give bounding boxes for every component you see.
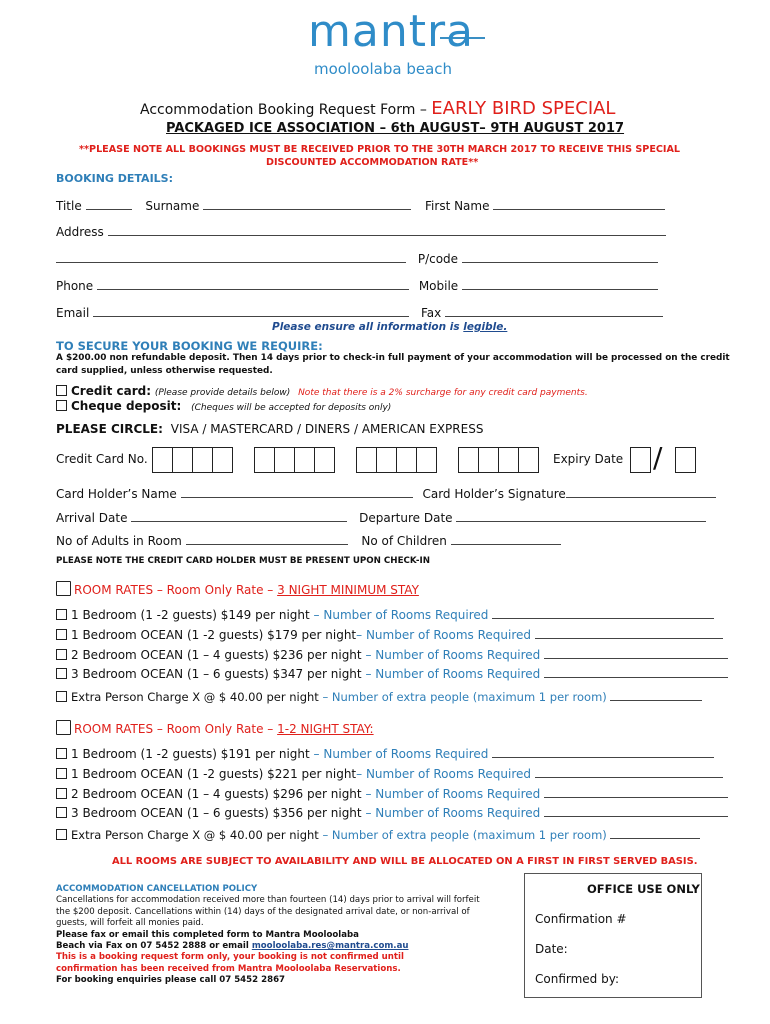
extra-checkbox[interactable] bbox=[56, 829, 67, 840]
rates12-checkbox[interactable] bbox=[56, 720, 71, 735]
rates12-header bbox=[56, 720, 374, 736]
rates3-row bbox=[56, 648, 728, 662]
children-field[interactable] bbox=[451, 534, 561, 545]
cc-digit-box[interactable] bbox=[518, 447, 539, 473]
card-type-options[interactable]: VISA / MASTERCARD / DINERS / AMERICAN EXPRESS bbox=[170, 422, 484, 436]
rates3-header bbox=[56, 581, 419, 597]
expiry-month-box[interactable] bbox=[630, 447, 651, 473]
address2-row bbox=[56, 252, 658, 266]
early-bird-label: EARLY BIRD SPECIAL bbox=[431, 98, 616, 119]
room-checkbox[interactable] bbox=[56, 748, 67, 759]
arrival-field[interactable] bbox=[131, 511, 347, 522]
room-checkbox[interactable] bbox=[56, 768, 67, 779]
room-req: – Number of Rooms Required bbox=[361, 667, 541, 681]
fax-field[interactable] bbox=[445, 306, 663, 317]
rates3-prefix: ROOM RATES – Room Only Rate – bbox=[74, 583, 278, 597]
holder-row bbox=[56, 487, 716, 501]
request-note: This is a booking request form only, your booking is not confirmed until bbox=[56, 952, 404, 963]
room-desc: 1 Bedroom (1 -2 guests) $149 per night bbox=[71, 608, 310, 622]
cc-digit-box[interactable] bbox=[376, 447, 397, 473]
ensure-text: Please ensure all information is bbox=[272, 321, 460, 333]
email-link[interactable]: mooloolaba.res@mantra.com.au bbox=[251, 941, 409, 952]
room-checkbox[interactable] bbox=[56, 668, 67, 679]
email-row bbox=[56, 306, 663, 320]
phone-label: Phone bbox=[56, 279, 94, 293]
rates12-stay: 1-2 NIGHT STAY: bbox=[277, 722, 374, 736]
dates-row bbox=[56, 511, 706, 525]
rates3-checkbox[interactable] bbox=[56, 581, 71, 596]
phone-row bbox=[56, 279, 658, 293]
brand-sub: mooloolaba beach bbox=[314, 60, 453, 78]
room-qty-field[interactable] bbox=[544, 787, 728, 798]
cancellation-block bbox=[56, 884, 480, 987]
address-row bbox=[56, 225, 666, 239]
cc-digit-box[interactable] bbox=[192, 447, 213, 473]
room-checkbox[interactable] bbox=[56, 649, 67, 660]
confirmation-label: Confirmation # bbox=[535, 912, 627, 926]
cc-digit-box[interactable] bbox=[458, 447, 479, 473]
adults-label: No of Adults in Room bbox=[56, 534, 182, 548]
fax-email-prefix: Beach via Fax on 07 5452 2888 or email bbox=[56, 941, 252, 952]
notice-line2: DISCOUNTED ACCOMMODATION RATE** bbox=[266, 157, 479, 168]
expiry-label: Expiry Date bbox=[553, 452, 624, 466]
holder-name-label: Card Holder’s Name bbox=[56, 487, 177, 501]
cc-digit-box[interactable] bbox=[498, 447, 519, 473]
expiry-year-box[interactable] bbox=[675, 447, 696, 473]
secure-header: TO SECURE YOUR BOOKING WE REQUIRE: bbox=[56, 339, 323, 353]
room-checkbox[interactable] bbox=[56, 788, 67, 799]
room-desc: 2 Bedroom OCEAN (1 – 4 guests) $296 per night bbox=[71, 787, 362, 801]
fax-instruction: Please fax or email this completed form to Mantra Mooloolaba bbox=[56, 929, 359, 940]
ensure-note bbox=[272, 321, 507, 333]
cheque-row bbox=[56, 399, 391, 413]
pcode-field[interactable] bbox=[462, 252, 658, 263]
rates3-row bbox=[56, 628, 723, 642]
room-qty-field[interactable] bbox=[492, 608, 714, 619]
room-checkbox[interactable] bbox=[56, 807, 67, 818]
room-desc: 3 Bedroom OCEAN (1 – 6 guests) $356 per night bbox=[71, 806, 362, 820]
extra-qty-field[interactable] bbox=[610, 690, 702, 701]
departure-field[interactable] bbox=[456, 511, 706, 522]
title-label: Title bbox=[56, 199, 82, 213]
rates3-extra-row bbox=[56, 690, 702, 704]
holder-sig-label: Card Holder’s Signature bbox=[422, 487, 566, 501]
form-subtitle: PACKAGED ICE ASSOCIATION – 6th AUGUST– 9TH AUGUST 2017 bbox=[166, 121, 625, 136]
fax-label: Fax bbox=[420, 306, 442, 320]
date-label: Date: bbox=[535, 942, 568, 956]
cc-digit-box[interactable] bbox=[356, 447, 377, 473]
cancellation-line: the $200 deposit. Cancellations within (14) days of the designated arrival date, or non-arrival of bbox=[56, 906, 470, 917]
cc-digit-box[interactable] bbox=[212, 447, 233, 473]
room-desc: 1 Bedroom (1 -2 guests) $191 per night bbox=[71, 747, 310, 761]
extra-req: – Number of extra people (maximum 1 per room) bbox=[318, 828, 607, 842]
secure-line1: A $200.00 non refundable deposit. Then 14 days prior to check-in full payment of your accommodation will be processed on the credit bbox=[56, 353, 730, 363]
cheque-label: Cheque deposit: bbox=[71, 399, 182, 413]
extra-desc: Extra Person Charge X @ $ 40.00 per night bbox=[71, 690, 319, 704]
mobile-label: Mobile bbox=[418, 279, 459, 293]
pcode-label: P/code bbox=[417, 252, 459, 266]
secure-line2: card supplied, unless otherwise requested. bbox=[56, 366, 273, 376]
enquiries-line: For booking enquiries please call 07 5452 2867 bbox=[56, 975, 286, 986]
email-field[interactable] bbox=[93, 306, 409, 317]
cc-no-label: Credit Card No. bbox=[56, 452, 148, 466]
room-req: – Number of Rooms Required bbox=[361, 787, 541, 801]
cc-digit-box[interactable] bbox=[396, 447, 417, 473]
phone-field[interactable] bbox=[97, 279, 409, 290]
room-checkbox[interactable] bbox=[56, 629, 67, 640]
surname-field[interactable] bbox=[203, 199, 411, 210]
rates12-prefix: ROOM RATES – Room Only Rate – bbox=[74, 722, 278, 736]
surcharge-note: Note that there is a 2% surcharge for any credit card payments. bbox=[298, 388, 588, 398]
room-desc: 2 Bedroom OCEAN (1 – 4 guests) $236 per night bbox=[71, 648, 362, 662]
form-title bbox=[140, 98, 615, 119]
confirmed-by-label: Confirmed by: bbox=[535, 972, 619, 986]
room-qty-field[interactable] bbox=[535, 628, 723, 639]
first-name-label: First Name bbox=[425, 199, 490, 213]
card-type-row bbox=[56, 422, 483, 436]
extra-req: – Number of extra people (maximum 1 per room) bbox=[318, 690, 607, 704]
extra-desc: Extra Person Charge X @ $ 40.00 per night bbox=[71, 828, 319, 842]
cc-digit-box[interactable] bbox=[274, 447, 295, 473]
fax-email-line bbox=[56, 941, 480, 952]
expiry-slash: / bbox=[653, 441, 663, 474]
extra-checkbox[interactable] bbox=[56, 691, 67, 702]
extra-qty-field[interactable] bbox=[610, 828, 700, 839]
room-qty-field[interactable] bbox=[544, 648, 728, 659]
holder-name-field[interactable] bbox=[181, 487, 413, 498]
cc-digit-box[interactable] bbox=[314, 447, 335, 473]
room-qty-field[interactable] bbox=[544, 806, 728, 817]
children-label: No of Children bbox=[361, 534, 447, 548]
office-use-box bbox=[524, 873, 702, 998]
brand-name: mantra bbox=[308, 6, 475, 57]
availability-note: ALL ROOMS ARE SUBJECT TO AVAILABILITY AND WILL BE ALLOCATED ON A FIRST IN FIRST SERVED BASIS. bbox=[112, 856, 698, 867]
room-req: – Number of Rooms Required bbox=[356, 767, 532, 781]
title-row bbox=[56, 199, 665, 213]
legible-text: legible. bbox=[463, 321, 508, 333]
rates3-row bbox=[56, 608, 714, 622]
rates12-row bbox=[56, 767, 723, 781]
rates12-row bbox=[56, 747, 714, 761]
credit-card-note: (Please provide details below) bbox=[154, 388, 291, 398]
room-desc: 1 Bedroom OCEAN (1 -2 guests) $179 per night bbox=[71, 628, 357, 642]
address2-field[interactable] bbox=[56, 252, 406, 263]
rates3-stay: 3 NIGHT MINIMUM STAY bbox=[277, 583, 419, 597]
rates12-extra-row bbox=[56, 828, 700, 842]
room-checkbox[interactable] bbox=[56, 609, 67, 620]
first-name-field[interactable] bbox=[493, 199, 665, 210]
room-qty-field[interactable] bbox=[544, 667, 728, 678]
form-title-prefix: Accommodation Booking Request Form – bbox=[140, 102, 432, 118]
office-header: OFFICE USE ONLY bbox=[587, 882, 700, 896]
rates3-row bbox=[56, 667, 728, 681]
room-req: – Number of Rooms Required bbox=[361, 806, 541, 820]
cc-digit-box[interactable] bbox=[172, 447, 193, 473]
surname-label: Surname bbox=[145, 199, 200, 213]
room-req: – Number of Rooms Required bbox=[356, 628, 532, 642]
departure-label: Departure Date bbox=[359, 511, 453, 525]
please-circle-label: PLEASE CIRCLE: bbox=[56, 422, 163, 436]
cancellation-header: ACCOMMODATION CANCELLATION POLICY bbox=[56, 884, 258, 894]
room-qty-field[interactable] bbox=[492, 747, 714, 758]
rates12-row bbox=[56, 787, 728, 801]
booking-details-header: BOOKING DETAILS: bbox=[56, 172, 173, 185]
adults-field[interactable] bbox=[186, 534, 348, 545]
cc-digit-box[interactable] bbox=[254, 447, 275, 473]
room-req: – Number of Rooms Required bbox=[309, 747, 489, 761]
credit-card-label: Credit card: bbox=[71, 384, 151, 398]
cheque-note: (Cheques will be accepted for deposits only) bbox=[191, 403, 392, 413]
title-field[interactable] bbox=[86, 199, 132, 210]
cheque-checkbox[interactable] bbox=[56, 400, 67, 411]
cc-digit-box[interactable] bbox=[416, 447, 437, 473]
mobile-field[interactable] bbox=[462, 279, 658, 290]
cancellation-line: Cancellations for accommodation received more than fourteen (14) days prior to arrival will forfeit bbox=[56, 895, 480, 906]
cc-digit-box[interactable] bbox=[294, 447, 315, 473]
address-field[interactable] bbox=[108, 225, 666, 236]
email-label: Email bbox=[56, 306, 90, 320]
request-note: confirmation has been received from Mantra Mooloolaba Reservations. bbox=[56, 963, 401, 974]
room-req: – Number of Rooms Required bbox=[361, 648, 541, 662]
credit-card-checkbox[interactable] bbox=[56, 385, 67, 396]
cancellation-line: guests, will forfeit all monies paid. bbox=[56, 918, 204, 929]
credit-row bbox=[56, 384, 588, 398]
room-desc: 1 Bedroom OCEAN (1 -2 guests) $221 per night bbox=[71, 767, 357, 781]
room-req: – Number of Rooms Required bbox=[309, 608, 489, 622]
rates12-row bbox=[56, 806, 728, 820]
cc-digit-box[interactable] bbox=[152, 447, 173, 473]
notice-line1: **PLEASE NOTE ALL BOOKINGS MUST BE RECEIVED PRIOR TO THE 30TH MARCH 2017 TO RECEIVE THIS SPECIAL bbox=[79, 144, 681, 155]
holder-sig-field[interactable] bbox=[566, 487, 716, 498]
guests-row bbox=[56, 534, 561, 548]
arrival-label: Arrival Date bbox=[56, 511, 128, 525]
cc-digit-box[interactable] bbox=[478, 447, 499, 473]
present-note: PLEASE NOTE THE CREDIT CARD HOLDER MUST BE PRESENT UPON CHECK-IN bbox=[56, 556, 430, 566]
room-desc: 3 Bedroom OCEAN (1 – 6 guests) $347 per night bbox=[71, 667, 362, 681]
room-qty-field[interactable] bbox=[535, 767, 723, 778]
address-label: Address bbox=[56, 225, 104, 239]
